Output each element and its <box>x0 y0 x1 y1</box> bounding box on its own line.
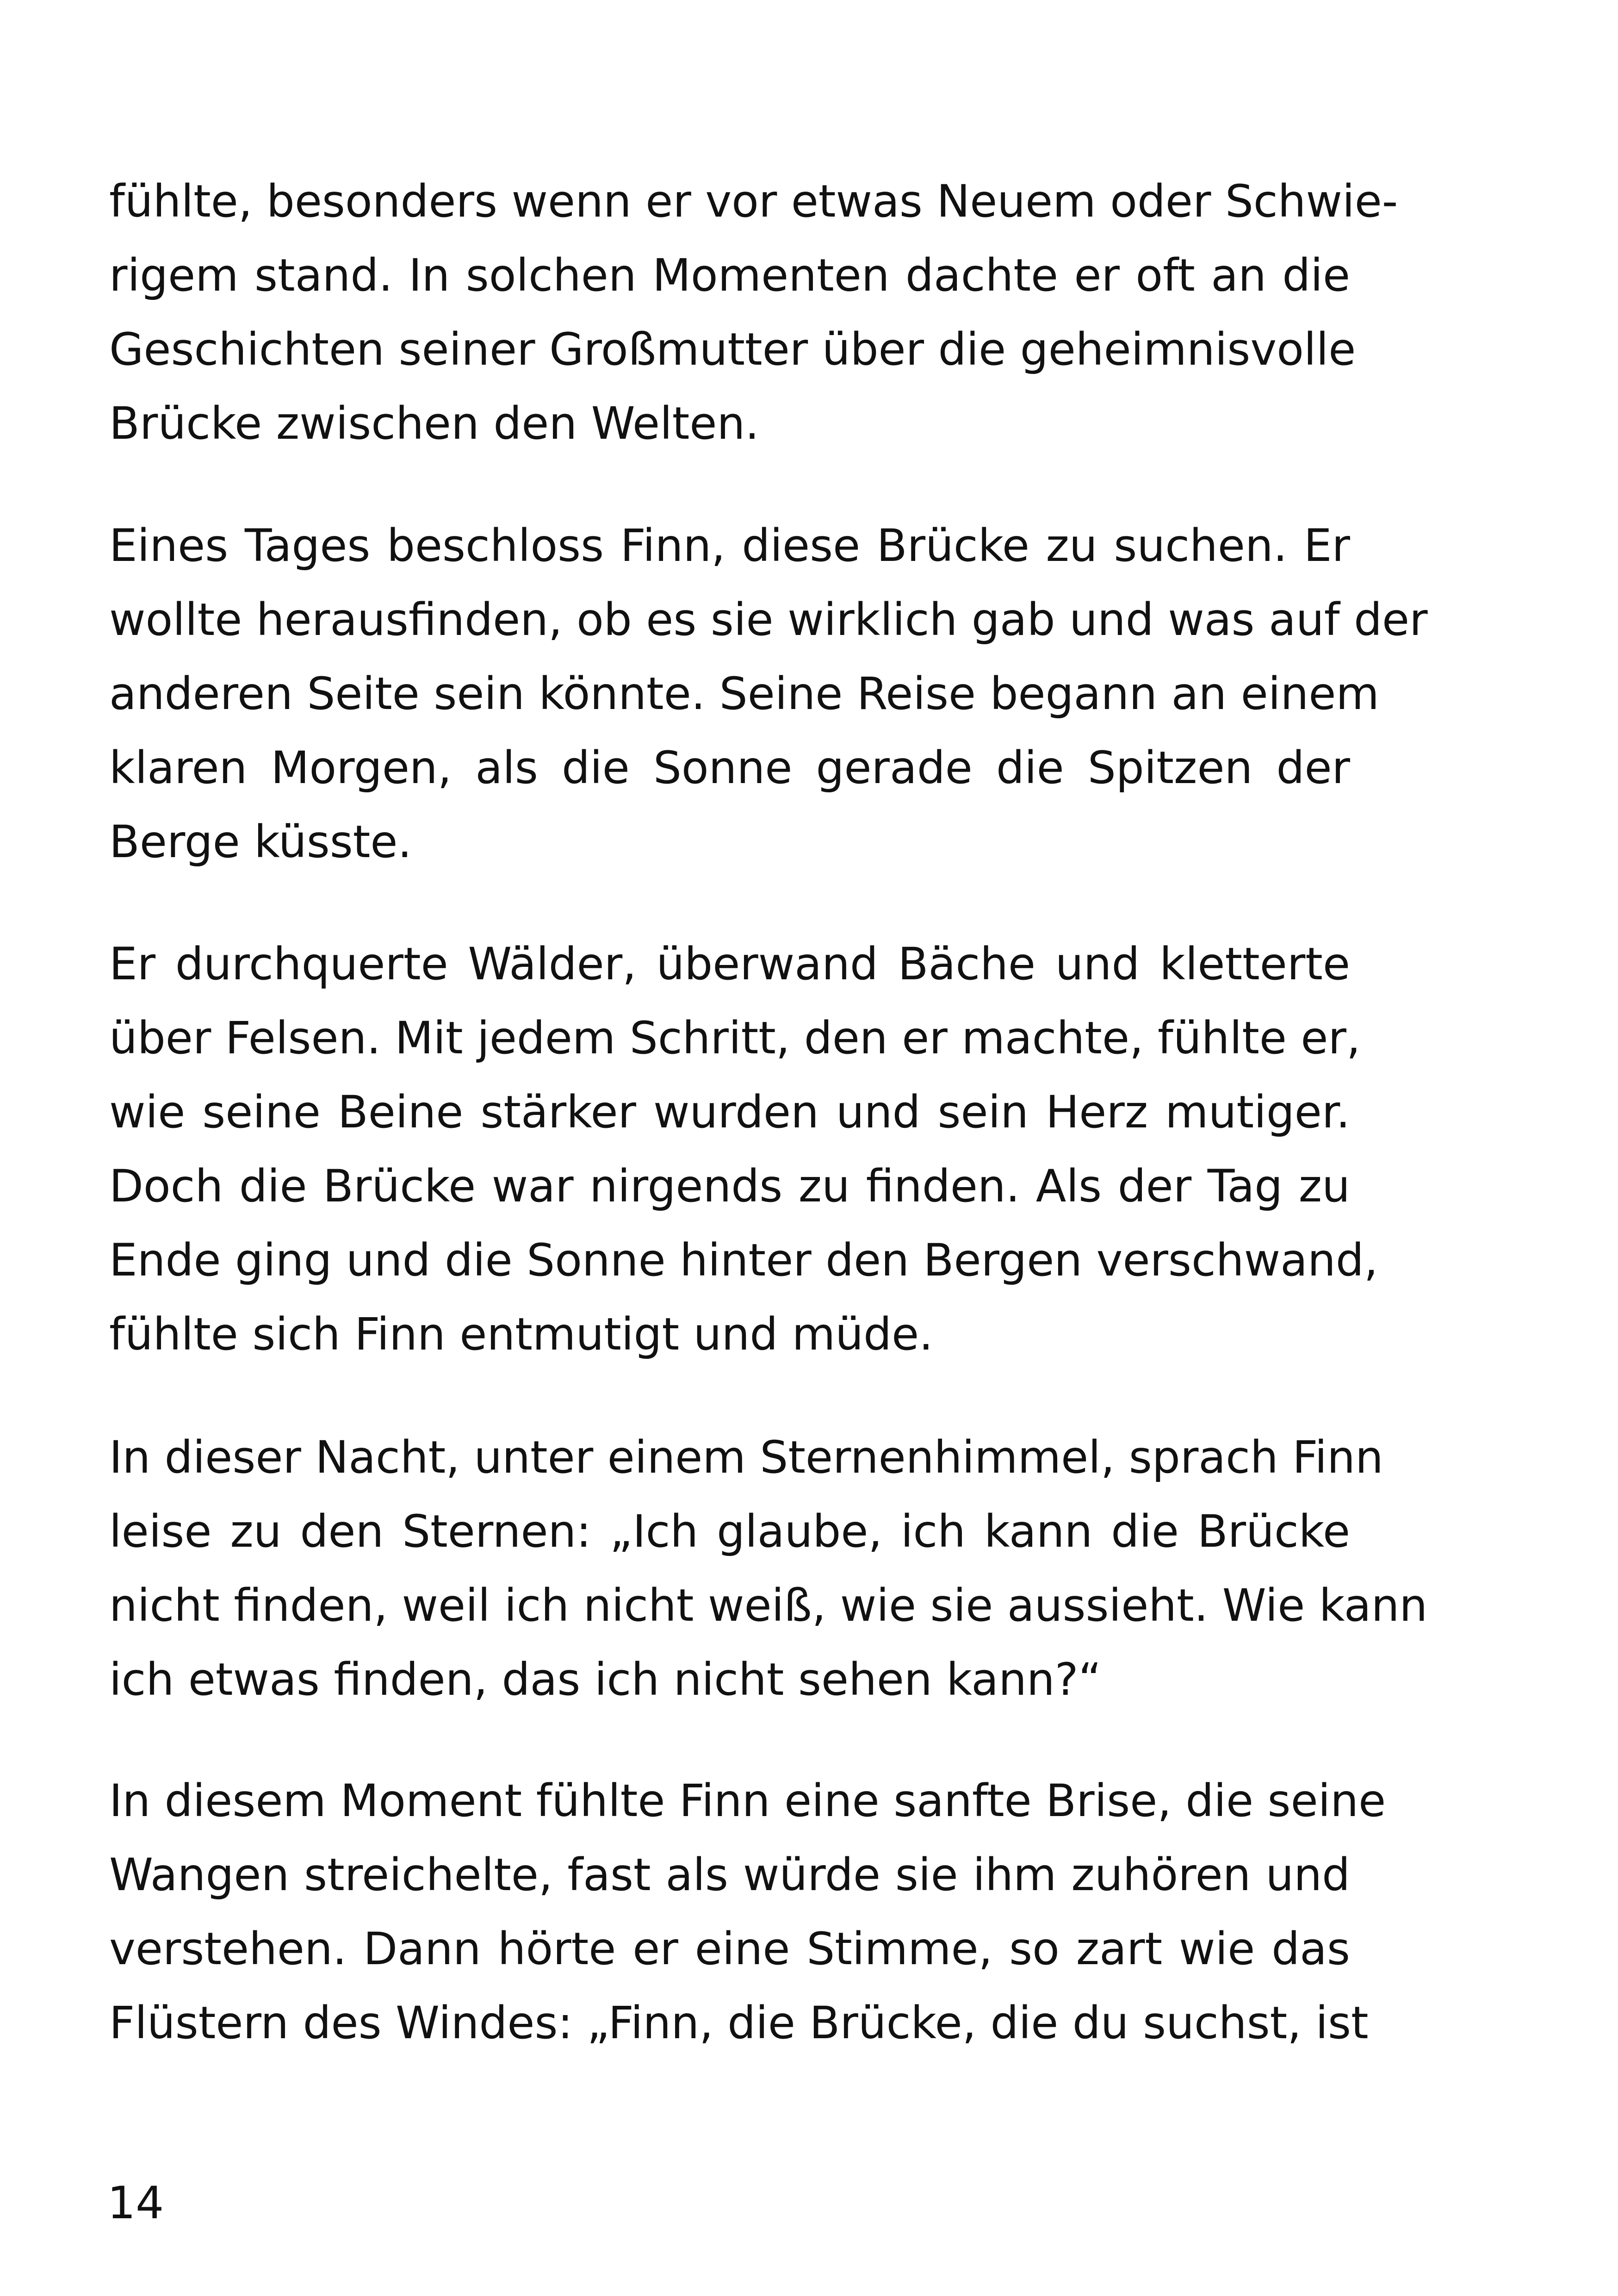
text-line: In diesem Moment fühlte Finn eine sanfte Brise, die seine <box>109 1775 1386 1827</box>
paragraph-4 <box>109 1420 1428 1717</box>
text-line: Er durchquerte Wälder, überwand Bäche und kletterte <box>109 938 1350 990</box>
text-line: nicht finden, weil ich nicht weiß, wie sie aussieht. Wie kann <box>109 1580 1428 1631</box>
paragraph-2 <box>109 509 1428 879</box>
text-line: fühlte sich Finn entmutigt und müde. <box>109 1308 933 1360</box>
text-line: Eines Tages beschloss Finn, diese Brücke zu suchen. Er <box>109 520 1350 572</box>
text-line: Doch die Brücke war nirgends zu finden. Als der Tag zu <box>109 1160 1350 1212</box>
text-line: rigem stand. In solchen Momenten dachte er oft an die <box>109 249 1350 301</box>
text-line: Wangen streichelte, fast als würde sie ihm zuhören und <box>109 1849 1350 1901</box>
text-line: Flüstern des Windes: „Finn, die Brücke, die du suchst, ist <box>109 1997 1369 2049</box>
text-line: über Felsen. Mit jedem Schritt, den er machte, fühlte er, <box>109 1012 1361 1064</box>
text-line: Berge küsste. <box>109 816 412 868</box>
text-line: In dieser Nacht, unter einem Sternenhimmel, sprach Finn <box>109 1431 1383 1483</box>
text-line: klaren Morgen, als die Sonne gerade die Spitzen der <box>109 742 1350 794</box>
text-line: anderen Seite sein könnte. Seine Reise begann an einem <box>109 668 1379 720</box>
paragraph-5 <box>109 1764 1386 2060</box>
paragraph-3 <box>109 927 1378 1371</box>
text-line: wollte herausfinden, ob es sie wirklich gab und was auf der <box>109 594 1428 646</box>
text-line: Ende ging und die Sonne hinter den Bergen verschwand, <box>109 1234 1378 1286</box>
text-line: fühlte, besonders wenn er vor etwas Neuem oder Schwie- <box>109 175 1398 227</box>
paragraph-1 <box>109 164 1398 460</box>
text-line: wie seine Beine stärker wurden und sein Herz mutiger. <box>109 1086 1350 1138</box>
text-line: verstehen. Dann hörte er eine Stimme, so zart wie das <box>109 1923 1350 1975</box>
text-line: ich etwas finden, das ich nicht sehen kann?“ <box>109 1654 1102 1705</box>
text-line: leise zu den Sternen: „Ich glaube, ich kann die Brücke <box>109 1506 1350 1557</box>
text-line: Geschichten seiner Großmutter über die geheimnisvolle <box>109 324 1356 375</box>
text-line: Brücke zwischen den Welten. <box>109 398 759 449</box>
page-number: 14 <box>107 2177 164 2229</box>
